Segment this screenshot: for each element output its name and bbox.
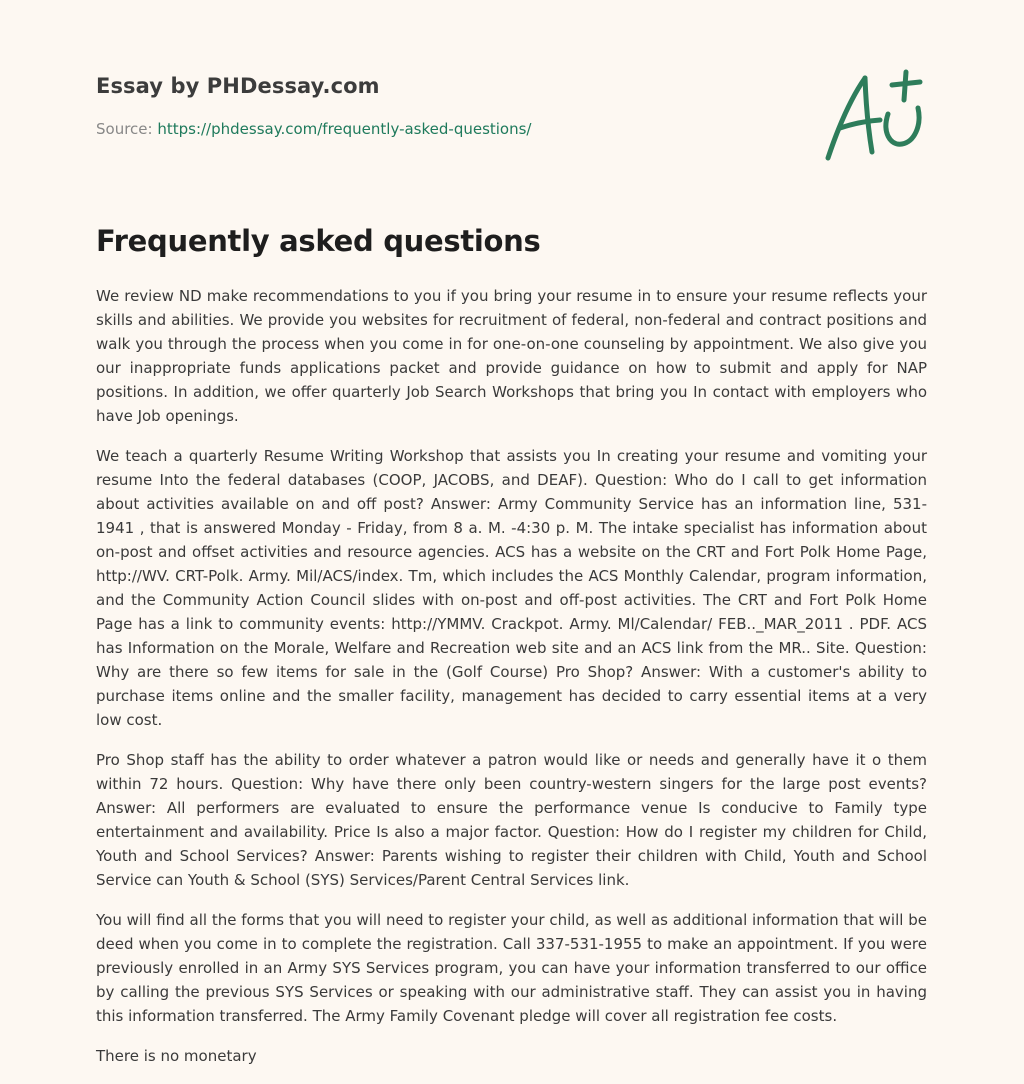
brand-title: Essay by PHDessay.com xyxy=(96,74,380,98)
a-plus-grade-icon xyxy=(818,66,930,166)
source-link[interactable]: https://phdessay.com/frequently-asked-questions/ xyxy=(157,120,532,138)
source-label: Source: xyxy=(96,120,158,138)
paragraph: We teach a quarterly Resume Writing Workshop that assists you In creating your resume and vomiting your resume Into the federal databases (COOP, JACOBS, and DEAF). Question: Who do I call to get information about activities available on and off post? Answer: Army Community Service has an information line, 531-1941 , that is answered Monday - Friday, from 8 a. M. -4:30 p. M. The intake specialist has information about on-post and offset activities and resource agencies. ACS has a website on the CRT and Fort Polk Home Page, http://WV. CRT-Polk. Army. Mil/ACS/index. Tm, which includes the ACS Monthly Calendar, program information, and the Community Action Council slides with on-post and off-post activities. The CRT and Fort Polk Home Page has a link to community events: http://YMMV. Crackpot. Army. Ml/Calendar/ FEB.._MAR_2011 . PDF. ACS has Information on the Morale, Welfare and Recreation web site and an ACS link from the MR.. Site. Question: Why are there so few items for sale in the (Golf Course) Pro Shop? Answer: With a customer's ability to purchase items online and the smaller facility, management has decided to carry essential items at a very low cost. xyxy=(96,447,927,729)
paragraph: There is no monetary xyxy=(96,1047,257,1065)
article-title: Frequently asked questions xyxy=(96,224,541,258)
paragraph: You will find all the forms that you will need to register your child, as well as additional information that will be deed when you come in to complete the registration. Call 337-531-1955 to make an appointment. If you were previously enrolled in an Army SYS Services program, you can have your information transferred to our office by calling the previous SYS Services or speaking with our administrative staff. They can assist you in having this information transferred. The Army Family Covenant pledge will cover all registration fee costs. xyxy=(96,911,927,1025)
article-body xyxy=(96,284,927,1084)
header xyxy=(96,74,796,138)
paragraph: We review ND make recommendations to you if you bring your resume in to ensure your resume reflects your skills and abilities. We provide you websites for recruitment of federal, non-federal and contract positions and walk you through the process when you come in for one-on-one counseling by appointment. We also give you our inappropriate funds applications packet and provide guidance on how to submit and apply for NAP positions. In addition, we offer quarterly Job Search Workshops that bring you In contact with employers who have Job openings. xyxy=(96,287,927,425)
source-line xyxy=(96,120,796,138)
paragraph: Pro Shop staff has the ability to order whatever a patron would like or needs and generally have it o them within 72 hours. Question: Why have there only been country-western singers for the large post events? Answer: All performers are evaluated to ensure the performance venue Is conducive to Family type entertainment and availability. Price Is also a major factor. Question: How do I register my children for Child, Youth and School Services? Answer: Parents wishing to register their children with Child, Youth and School Service can Youth & School (SYS) Services/Parent Central Services link. xyxy=(96,751,927,889)
